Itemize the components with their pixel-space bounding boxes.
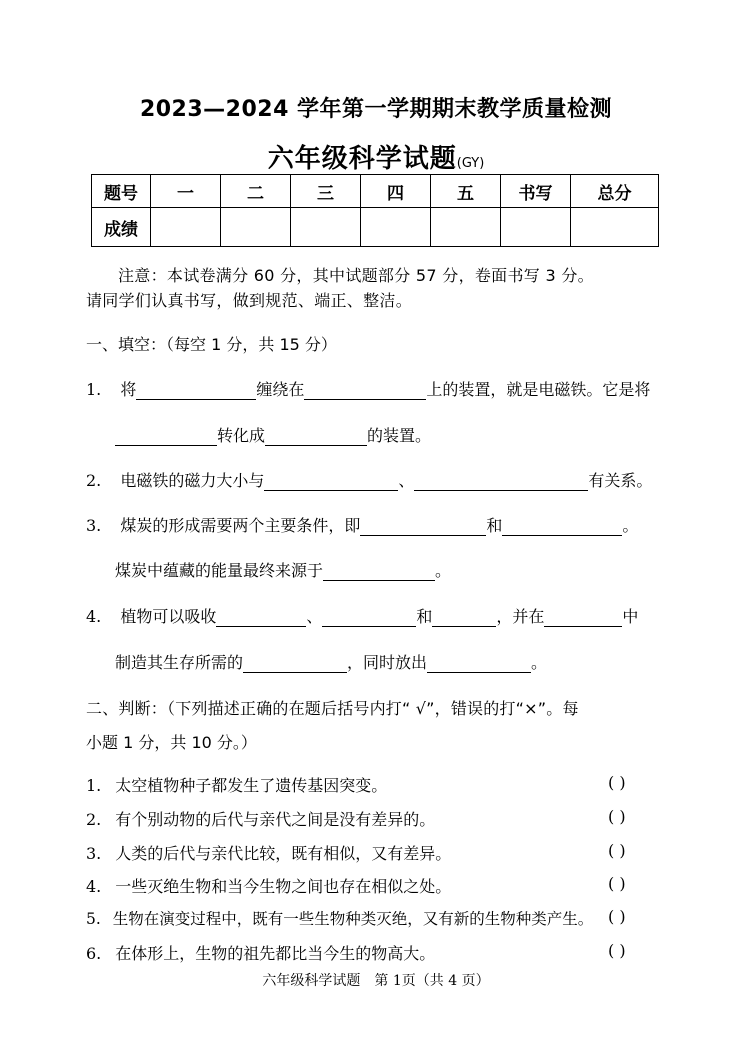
- text: 植物可以吸收: [120, 607, 217, 626]
- score-table-header-row: [92, 175, 659, 208]
- question-text: 一些灭绝生物和当今生物之间也存在相似之处。: [115, 877, 452, 896]
- judge-item-6: [86, 941, 435, 964]
- exam-code: (GY): [456, 156, 485, 171]
- question-number: 4.: [86, 607, 102, 626]
- header-cell: 书写: [501, 175, 571, 208]
- notice-line-1: 注意：本试卷满分 60 分，其中试题部分 57 分，卷面书写 3 分。: [118, 266, 594, 285]
- answer-blank[interactable]: [322, 608, 416, 627]
- answer-parentheses[interactable]: ( ): [608, 807, 626, 826]
- question-number: 1.: [86, 776, 102, 795]
- answer-parentheses[interactable]: ( ): [608, 773, 626, 792]
- exam-subtitle: [0, 138, 752, 175]
- header-cell: 总分: [571, 175, 659, 208]
- q3-line-1: [86, 513, 638, 536]
- question-number: 3.: [86, 844, 102, 863]
- question-text: 生物在演变过程中，既有一些生物种类灭绝，又有新的生物种类产生。: [112, 910, 594, 928]
- text: 、: [398, 471, 415, 490]
- q4-line-2: [115, 650, 547, 673]
- text: 缠绕在: [256, 380, 305, 399]
- answer-parentheses[interactable]: ( ): [608, 841, 626, 860]
- q4-line-1: [86, 604, 638, 627]
- question-number: 2.: [86, 810, 102, 829]
- answer-blank[interactable]: [264, 472, 398, 491]
- question-number: 4.: [86, 877, 102, 896]
- section-2-heading-line-1: 二、判断：（下列描述正确的在题后括号内打“ √”，错误的打“×”。每: [86, 699, 579, 718]
- judge-item-4: [86, 874, 451, 897]
- score-cell[interactable]: [361, 208, 431, 247]
- score-cell[interactable]: [431, 208, 501, 247]
- section-1-heading: 一、填空：（每空 1 分，共 15 分）: [86, 335, 337, 354]
- answer-parentheses[interactable]: ( ): [608, 874, 626, 893]
- answer-blank[interactable]: [216, 608, 306, 627]
- answer-blank[interactable]: [323, 562, 435, 581]
- header-cell: 题号: [92, 175, 151, 208]
- text: 和: [416, 607, 433, 626]
- answer-blank[interactable]: [304, 381, 426, 400]
- subject-title: 六年级科学试题: [267, 144, 457, 174]
- judge-item-3: [86, 841, 451, 864]
- text: 的装置。: [367, 426, 432, 445]
- text: 电磁铁的磁力大小与: [120, 471, 265, 490]
- judge-item-2: [86, 807, 435, 830]
- text: 和: [486, 516, 503, 535]
- judge-item-1: [86, 773, 387, 796]
- question-number: 1.: [86, 380, 102, 399]
- question-number: 2.: [86, 471, 102, 490]
- question-number: 3.: [86, 516, 102, 535]
- text: 中: [622, 607, 639, 626]
- answer-blank[interactable]: [427, 654, 531, 673]
- answer-blank[interactable]: [414, 472, 588, 491]
- answer-blank[interactable]: [265, 427, 367, 446]
- page-footer: 六年级科学试题 第 1页（共 4 页）: [262, 973, 490, 989]
- text: 煤炭的形成需要两个主要条件，即: [120, 516, 361, 535]
- text: 。: [531, 653, 548, 672]
- header-cell: 一: [151, 175, 221, 208]
- text: 将: [120, 380, 137, 399]
- row-label: 成绩: [92, 208, 151, 247]
- text: 。: [622, 516, 639, 535]
- section-2-heading-line-2: 小题 1 分，共 10 分。）: [86, 733, 257, 752]
- question-text: 人类的后代与亲代比较，既有相似，又有差异。: [115, 844, 452, 863]
- notice-line-2: 请同学们认真书写，做到规范、端正、整洁。: [86, 291, 413, 310]
- header-cell: 三: [291, 175, 361, 208]
- answer-blank[interactable]: [360, 517, 486, 536]
- header-cell: 五: [431, 175, 501, 208]
- header-cell: 二: [221, 175, 291, 208]
- answer-blank[interactable]: [432, 608, 496, 627]
- text: ，并在: [496, 607, 545, 626]
- answer-blank[interactable]: [243, 654, 347, 673]
- answer-parentheses[interactable]: ( ): [608, 941, 626, 960]
- q2-line: [86, 468, 652, 491]
- answer-blank[interactable]: [544, 608, 622, 627]
- question-text: 有个别动物的后代与亲代之间是没有差异的。: [115, 810, 436, 829]
- text: 。: [435, 561, 452, 580]
- question-number: 5.: [86, 910, 101, 928]
- text: 转化成: [217, 426, 266, 445]
- q1-line-1: [86, 377, 650, 400]
- answer-blank[interactable]: [115, 427, 217, 446]
- score-cell[interactable]: [291, 208, 361, 247]
- exam-title: 2023—2024 学年第一学期期末教学质量检测: [139, 97, 613, 122]
- answer-blank[interactable]: [136, 381, 256, 400]
- question-text: 在体形上，生物的祖先都比当今生的物高大。: [115, 944, 436, 963]
- text: ，同时放出: [347, 653, 428, 672]
- score-cell[interactable]: [221, 208, 291, 247]
- text: 、: [306, 607, 323, 626]
- score-cell[interactable]: [571, 208, 659, 247]
- score-cell[interactable]: [501, 208, 571, 247]
- q1-line-2: [115, 423, 431, 446]
- text: 制造其生存所需的: [115, 653, 244, 672]
- score-cell[interactable]: [151, 208, 221, 247]
- question-text: 太空植物种子都发生了遗传基因突变。: [115, 776, 388, 795]
- text: 煤炭中蕴藏的能量最终来源于: [115, 561, 324, 580]
- answer-parentheses[interactable]: ( ): [608, 907, 626, 926]
- score-table: [91, 174, 659, 247]
- judge-item-5: [86, 907, 593, 929]
- text: 有关系。: [588, 471, 653, 490]
- header-cell: 四: [361, 175, 431, 208]
- q3-line-2: [115, 558, 451, 581]
- answer-blank[interactable]: [502, 517, 622, 536]
- text: 上的装置，就是电磁铁。它是将: [426, 380, 651, 399]
- score-table-score-row: [92, 208, 659, 247]
- question-number: 6.: [86, 944, 102, 963]
